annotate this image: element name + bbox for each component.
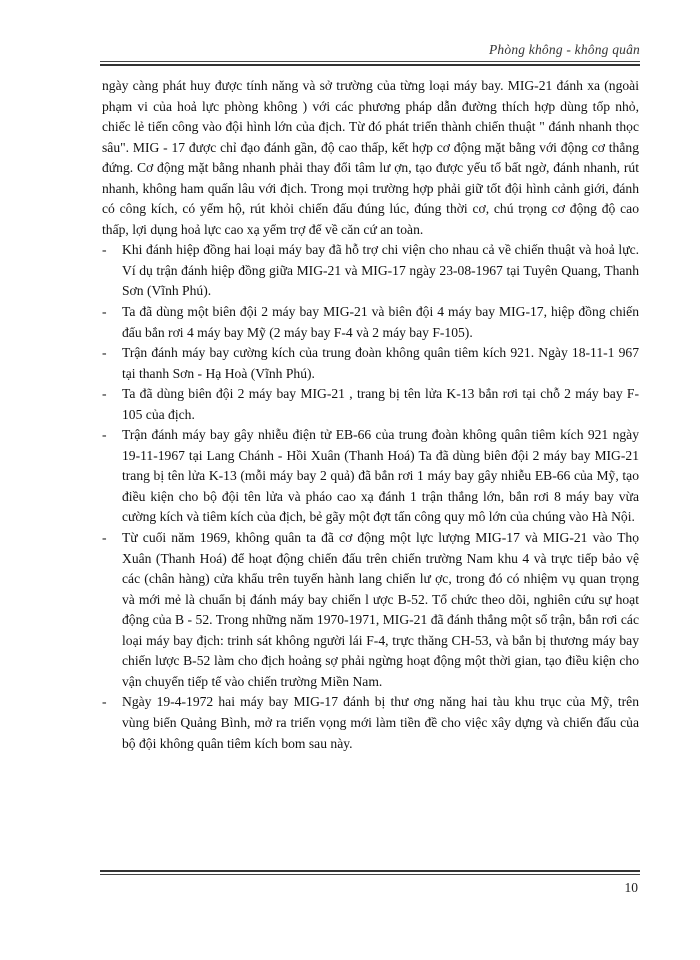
footer-rule-double — [100, 870, 640, 872]
bullet-list — [102, 240, 639, 754]
bullet-dash: - — [102, 530, 107, 546]
bullet-text: Từ cuối năm 1969, không quân ta đã cơ động một lực lượng MIG-17 và MIG-21 vào Thọ Xuân (Thanh Hoá) để hoạt động chiến đấu trên chiến trường Nam khu 4 và trực tiếp bảo vệ các (chân hàng) cửa khẩu trên tuyến hành lang chiến lư ợc, trong đó có nhiệm vụ quan trọng và mới mẻ là chuẩn bị đánh máy bay chiến l ược B-52. Tổ chức theo dõi, nghiên cứu sự hoạt động của B - 52. Trong những năm 1970-1971, MIG-21 đã đánh thắng một số trận, bắn rơi các loại máy bay địch: trinh sát không người lái F-4, trực thăng CH-53, và bắn bị thương máy bay chiến lược B-52 làm cho địch hoảng sợ phải ngừng hoạt động một thời gian, tạo điều kiện cho vận chuyển tiếp tế vào chiến trường Miền Nam. — [122, 530, 639, 689]
bullet-dash: - — [102, 694, 107, 710]
footer-rule — [100, 874, 640, 875]
bullet-text: Khi đánh hiệp đồng hai loại máy bay đã hỗ trợ chi viện cho nhau cả về chiến thuật và hoả lực. Ví dụ trận đánh hiệp đồng giữa MIG-21 và MIG-17 ngày 23-08-1967 tại Tuyên Quang, Thanh Sơn (Vĩnh Phú). — [122, 242, 639, 299]
bullet-item — [102, 692, 639, 754]
bullet-text: Ngày 19-4-1972 hai máy bay MIG-17 đánh bị thư ơng năng hai tàu khu trục của Mỹ, trên vùng biển Quảng Bình, mở ra triển vọng mới làm tiền đề cho việc xây dựng và chiến đấu của bộ đội không quân tiêm kích bom sau này. — [122, 694, 639, 751]
bullet-dash: - — [102, 304, 107, 320]
bullet-text: Ta đã dùng biên đội 2 máy bay MIG-21 , trang bị tên lửa K-13 bắn rơi tại chỗ 2 máy bay F-105 của địch. — [122, 386, 639, 422]
body-content — [102, 76, 639, 754]
page-number: 10 — [624, 880, 638, 895]
bullet-item — [102, 343, 639, 384]
bullet-item — [102, 384, 639, 425]
bullet-item — [102, 240, 639, 302]
bullet-dash: - — [102, 427, 107, 443]
bullet-text: Trận đánh máy bay gây nhiễu điện tử EB-66 của trung đoàn không quân tiêm kích 921 ngày 19-11-1967 tại Lang Chánh - Hồi Xuân (Thanh Hoá) Ta đã dùng biên đội 2 máy bay MIG-21 trang bị tên lửa K-13 (mỗi máy bay 2 quả) đã bắn rơi 1 máy bay gây nhiễu EB-66 của Mỹ, tạo điều kiện cho bộ đội tên lửa và pháo cao xạ đánh 1 trận thắng lớn, bắn rơi 8 máy bay vừa cường kích và tiêm kích của địch, bẻ gãy một đợt tấn công quy mô lớn của chúng vào Hà Nội. — [122, 427, 639, 525]
bullet-text: Ta đã dùng một biên đội 2 máy bay MIG-21 và biên đội 4 máy bay MIG-17, hiệp đồng chiến đấu bắn rơi 4 máy bay Mỹ (2 máy bay F-4 và 2 máy bay F-105). — [122, 304, 639, 340]
bullet-dash: - — [102, 386, 107, 402]
page-header — [100, 40, 640, 62]
bullet-text: Trận đánh máy bay cường kích của trung đoàn không quân tiêm kích 921. Ngày 18-11-1 967 tại thanh Sơn - Hạ Hoà (Vĩnh Phú). — [122, 345, 639, 381]
bullet-item — [102, 302, 639, 343]
header-title: Phòng không - không quân — [488, 42, 640, 57]
header-rule — [100, 61, 640, 62]
header-rule-double — [100, 64, 640, 66]
bullet-dash: - — [102, 242, 107, 258]
bullet-item — [102, 528, 639, 692]
intro-paragraph: ngày càng phát huy được tính năng và sở trường của từng loại máy bay. MIG-21 đánh xa (ngoài phạm vi của hoả lực phòng không ) với các phương pháp dẫn đường thích hợp dùng tốp nhỏ, chiếc lẻ tiến công vào đội hình lớn của địch. Từ đó phát triển thành chiến thuật " đánh nhanh thọc sâu". MIG - 17 được chỉ đạo đánh gần, độ cao thấp, kết hợp cơ động mặt bằng với động cơ thẳng đứng. Cơ động mặt bằng nhanh phải thay đổi tâm lư ợn, tạo được yếu tố bất ngờ, đánh nhanh, rút nhanh, không ham quấn lâu với địch. Trong mọi trường hợp phải giữ tốt đội hình cảnh giới, đánh có công kích, có yểm hộ, rút khỏi chiến đấu đúng lúc, đúng thời cơ, chú trọng cơ động độ cao thấp, lợi dụng hoả lực cao xạ yểm trợ để về căn cứ an toàn. — [102, 78, 639, 237]
bullet-item — [102, 425, 639, 528]
page-footer — [100, 870, 640, 910]
bullet-dash: - — [102, 345, 107, 361]
